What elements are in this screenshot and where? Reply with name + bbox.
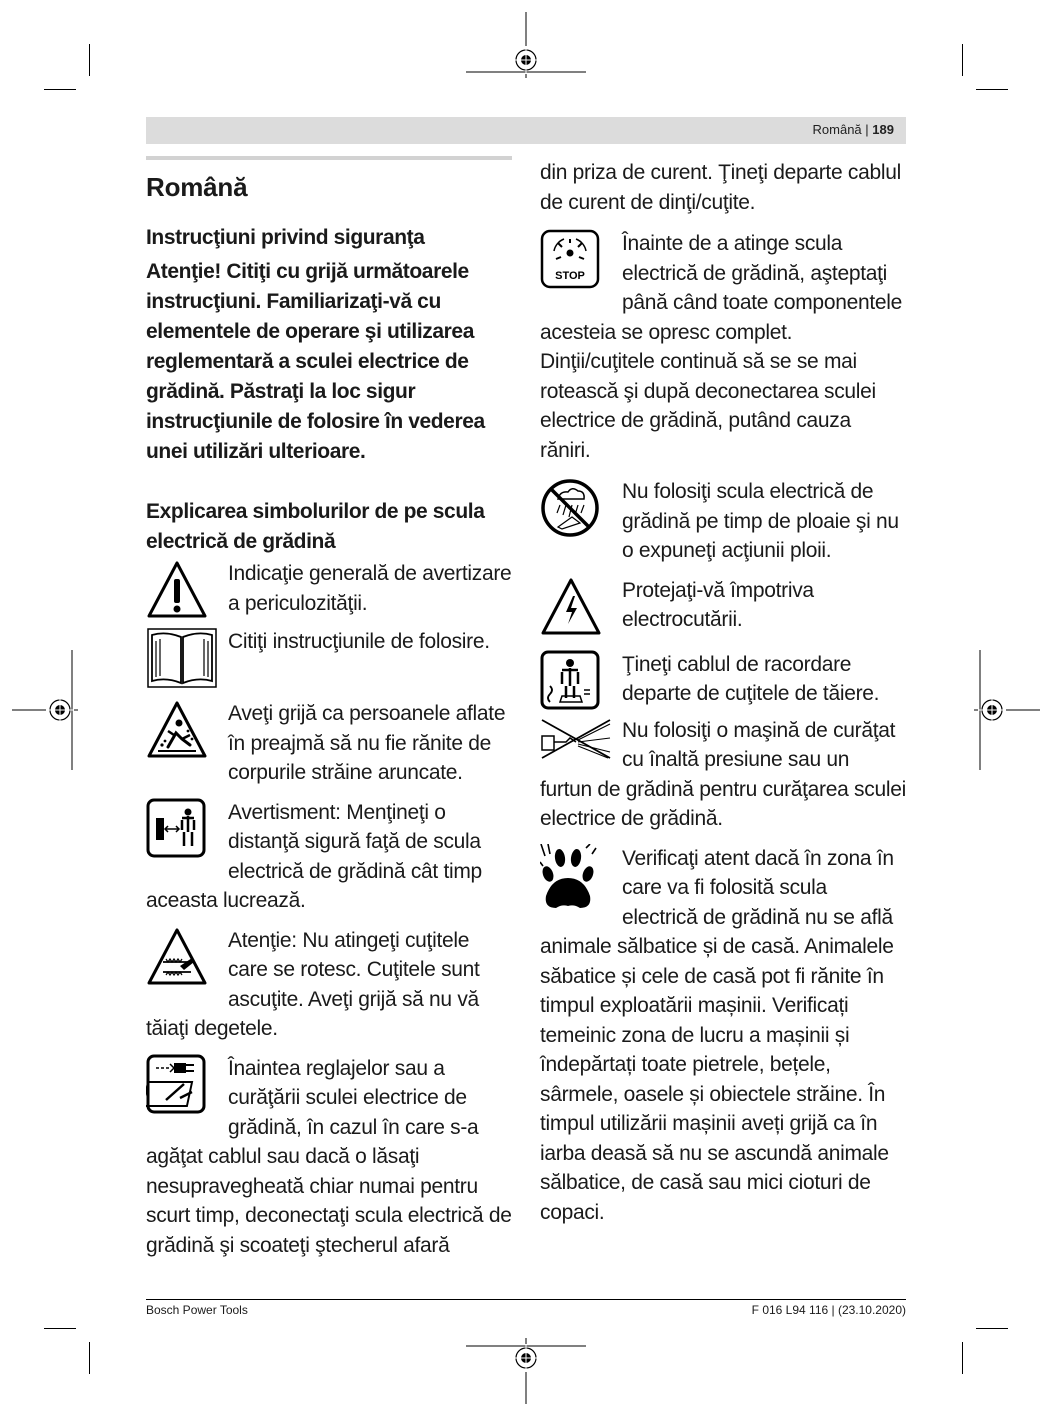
no-pressure-washer-icon <box>540 716 622 762</box>
symbol-item <box>540 229 906 465</box>
symbol-item <box>146 559 512 621</box>
symbol-item <box>146 699 512 788</box>
animal-paw-icon <box>540 844 622 916</box>
symbol-text: Nu folosiţi o maşină de curăţat cu înaltă presiune sau un furtun de grădină pentru curăţarea sculei electrice de grădină. <box>540 718 906 830</box>
symbol-text: Aveţi grijă ca persoanele aflate în preajmă să nu fie rănite de corpurile străine aruncate. <box>228 702 506 784</box>
symbol-item <box>146 798 512 916</box>
rotating-blades-icon <box>146 926 228 988</box>
symbol-text: Indicaţie generală de avertizare a periculozităţii. <box>228 562 512 615</box>
symbol-item <box>540 477 906 566</box>
symbol-item <box>540 844 906 1228</box>
symbol-text: Înaintea reglajelor sau a curăţării sculei electrice de grădină, în cazul în care s-a agăţat cablul sau dacă o lăsaţi nesupravegheată chiar numai pentru scurt timp, deconectaţi scula electrică de grădină şi scoateţi ştecherul afară <box>146 1056 512 1257</box>
symbol-text: Avertisment: Menţineţi o distanţă sigură faţă de scula electrică de grădină cât timp aceasta lucrează. <box>146 800 482 912</box>
stop-rotation-icon <box>540 229 622 291</box>
cable-away-icon <box>540 650 622 712</box>
left-column <box>146 156 512 1260</box>
footer-doc-id: F 016 L94 116 | (23.10.2020) <box>751 1303 906 1317</box>
registration-mark-left <box>12 650 80 770</box>
unplug-before-adjust-icon <box>146 1054 228 1116</box>
header-language: Română <box>812 122 862 137</box>
header-label <box>813 122 894 137</box>
registration-mark-right <box>972 650 1040 770</box>
symbol-text: Citiţi instrucţiunile de folosire. <box>228 630 490 653</box>
section-rule <box>146 156 512 160</box>
no-rain-icon <box>540 477 622 539</box>
manual-book-icon <box>146 627 228 689</box>
symbol-item <box>146 926 512 1044</box>
symbol-text: Ţineţi cablul de racordare departe de cuţitele de tăiere. <box>622 652 880 705</box>
right-column <box>540 158 906 1227</box>
flying-debris-icon <box>146 699 228 761</box>
symbol-text: Protejaţi-vă împotriva electrocutării. <box>622 578 814 631</box>
page-header <box>146 117 906 144</box>
warning-paragraph: Atenţie! Citiţi cu grijă următoarele instrucţiuni. Familiarizaţi-vă cu elementele de operare şi utilizarea reglementară a sculei electrice de grădină. Păstraţi la loc sigur instrucţiunile de folosire în vederea unei utilizări ulterioare. <box>146 260 485 463</box>
stop-label: STOP <box>555 270 585 282</box>
header-separator: | <box>865 122 869 137</box>
symbol-item <box>540 576 906 638</box>
symbols-heading: Explicarea simbolurilor de pe scula electrică de grădină <box>146 500 485 553</box>
footer-brand: Bosch Power Tools <box>146 1303 248 1317</box>
page-title: Română <box>146 172 248 202</box>
electric-shock-icon <box>540 576 622 638</box>
symbol-text: Nu folosiţi scula electrică de grădină pe timp de ploaie şi nu o expuneţi acţiunii ploii. <box>622 480 899 562</box>
registration-mark-top <box>466 12 586 80</box>
symbol-item <box>540 716 906 834</box>
symbol-text: Atenţie: Nu atingeţi cuţitele care se rotesc. Cuţitele sunt ascuţite. Aveţi grijă să nu vă tăiaţi degetele. <box>146 928 480 1040</box>
symbol-item <box>146 627 512 689</box>
page-number: 189 <box>872 122 894 137</box>
safe-distance-icon <box>146 798 228 860</box>
safety-heading: Instrucţiuni privind siguranţa <box>146 226 425 249</box>
symbol-text: Înainte de a atinge scula electrică de grădină, aşteptaţi până când toate componentele acesteia se opresc complet. Dinţii/cuţitele continuă să se se mai rotească şi după deconectarea sculei electrice de grădină, putând cauza răniri. <box>540 232 902 462</box>
symbol-item <box>146 1054 512 1261</box>
footer-rule <box>146 1299 906 1300</box>
symbol-text: Verificaţi atent dacă în zona în care va fi folosită scula electrică de grădină nu se află animale sălbatice și de casă. Animalele săbatice și cele de casă pot fi rănite în timpul exploatării mașinii. Verificați temeinic zona de lucru a mașinii și îndepărtați toate pietrele, bețele, sârmele, oasele și obiectele străine. În timpul utilizării mașinii aveți grijă ca în iarba deasă să nu se ascundă animale sălbatice, de casă sau mici cioturi de copaci. <box>540 846 894 1224</box>
warning-triangle-icon <box>146 559 228 621</box>
registration-mark-bottom <box>466 1338 586 1406</box>
continuation-paragraph: din priza de curent. Ţineţi departe cablul de curent de dinţi/cuţite. <box>540 161 901 214</box>
symbol-item <box>540 650 906 712</box>
